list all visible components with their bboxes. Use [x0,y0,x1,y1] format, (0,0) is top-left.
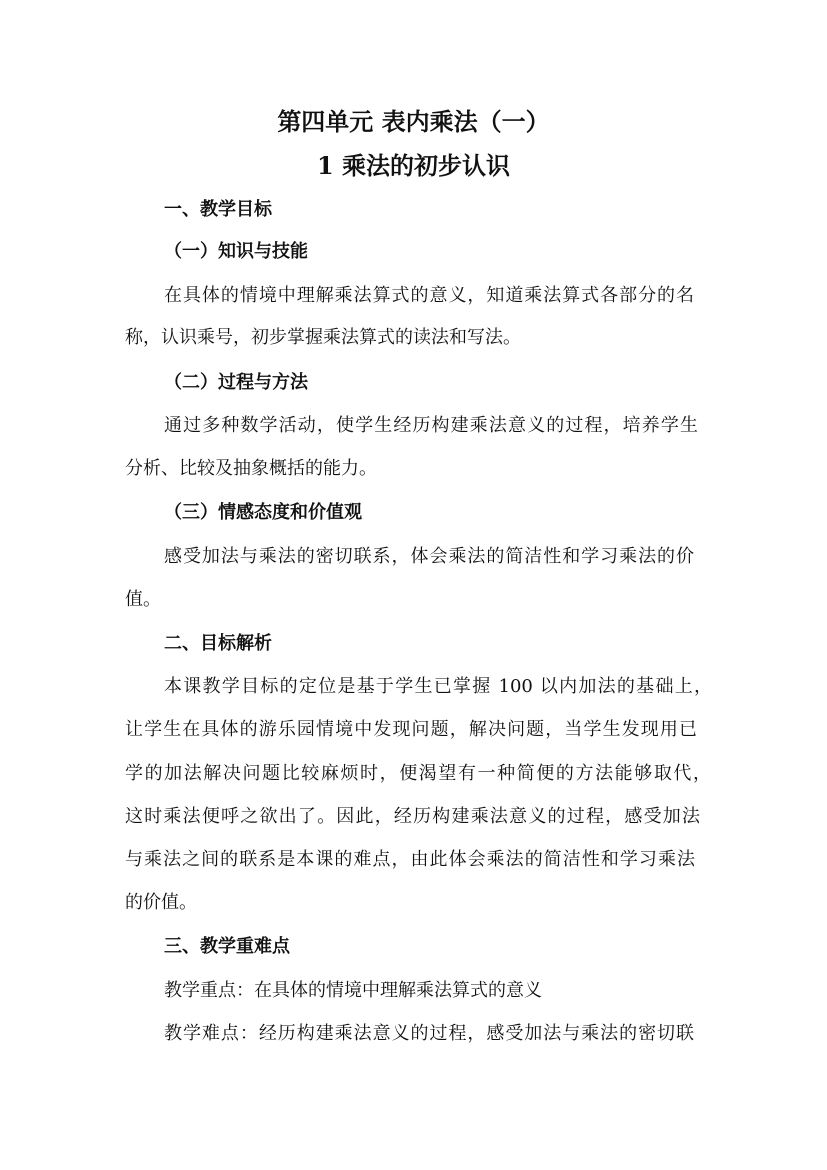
subsection-heading-process: （二）过程与方法 [164,372,308,393]
lesson-title: 1 乘法的初步认识 [316,151,511,180]
paragraph-line: 学的加法解决问题比较麻烦时，便渴望有一种简便的方法能够取代， [125,763,711,784]
paragraph-line: 与乘法之间的联系是本课的难点，由此体会乘法的简洁性和学习乘法 [125,849,695,870]
subsection-heading-knowledge: （一）知识与技能 [164,241,308,262]
paragraph-line: 值。 [125,589,161,610]
paragraph-line: 分析、比较及抽象概括的能力。 [125,458,377,479]
paragraph-line: 通过多种数学活动，使学生经历构建乘法意义的过程，培养学生 [164,415,698,436]
paragraph-line: 本课教学目标的定位是基于学生已掌握 100 以内加法的基础上， [164,676,712,697]
paragraph-line: 称，认识乘号，初步掌握乘法算式的读法和写法。 [125,327,521,348]
paragraph-line: 让学生在具体的游乐园情境中发现问题，解决问题，当学生发现用已 [125,719,697,740]
difficult-point-line: 教学难点：经历构建乘法意义的过程，感受加法与乘法的密切联 [164,1023,694,1044]
section-heading-analysis: 二、目标解析 [164,633,272,654]
key-point-line: 教学重点：在具体的情境中理解乘法算式的意义 [164,980,542,1001]
document-title: 第四单元 表内乘法（一） [277,107,550,136]
section-heading-objectives: 一、教学目标 [164,199,272,220]
subsection-heading-attitude: （三）情感态度和价值观 [164,502,362,523]
section-heading-keypoints: 三、教学重难点 [164,936,290,957]
paragraph-line: 在具体的情境中理解乘法算式的意义，知道乘法算式各部分的名 [164,285,694,306]
paragraph-line: 这时乘法便呼之欲出了。因此，经历构建乘法意义的过程，感受加法 [125,806,700,827]
paragraph-line: 感受加法与乘法的密切联系，体会乘法的简洁性和学习乘法的价 [164,546,694,567]
paragraph-line: 的价值。 [125,892,197,913]
